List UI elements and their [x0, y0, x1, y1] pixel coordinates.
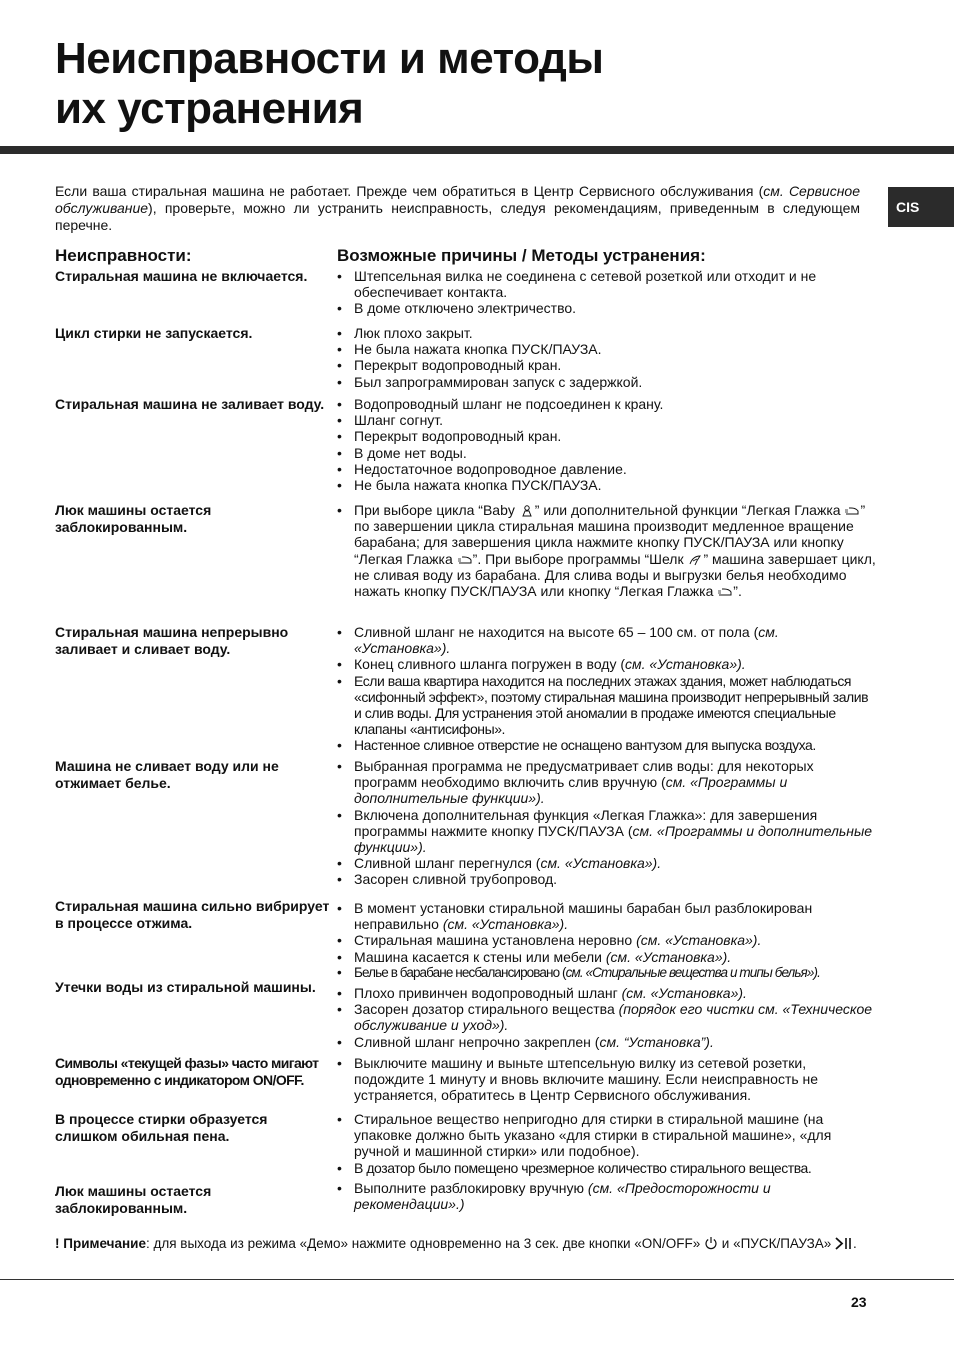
- intro-paragraph: [55, 183, 860, 234]
- cause-item: • Перекрыт водопроводный кран.: [336, 357, 876, 373]
- problem-label: Стиральная машина непрерывно заливает и сливает воду.: [55, 624, 289, 657]
- cause-item: [336, 900, 876, 932]
- cause-text: При выборе цикла “Baby: [354, 502, 519, 518]
- cause-text: ” или дополнительной функции “Легкая Глажка: [534, 502, 845, 518]
- note-text: .: [853, 1236, 857, 1251]
- note-label: Примечание: [63, 1236, 146, 1251]
- cause-item: [336, 624, 876, 656]
- cause-text: ” машина завершает цикл, не сливая воду из барабана. Для слива воды и выгрузки белья необходимо нажать кнопку ПУСК/ПАУЗА или кнопку “Легкая Глажка: [354, 550, 876, 600]
- cause-ref: см. «Программы и дополнительные функции»).: [354, 822, 873, 856]
- cause-item: • Стиральное вещество непригодно для стирки в стиральной машине (на упаковке должно быть указано «для стирки в стиральной машине», «для ручной и машинной стирки» или подобное).: [336, 1111, 876, 1160]
- cause-item: • Недостаточное водопроводное давление.: [336, 461, 876, 477]
- cause-ref: (см. «Установка»).: [636, 932, 762, 949]
- cause-item: [336, 758, 876, 807]
- cause-item: • В доме отключено электричество.: [336, 300, 876, 316]
- cause-text: Выполните разблокировку вручную: [354, 1180, 588, 1196]
- cause-list: [336, 268, 876, 317]
- problem-label: Люк машины остается заблокированным.: [55, 502, 212, 535]
- cause-text: Если ваша квартира находится на последних этажах здания, может наблюдаться «сифонный эффект», поэтому стиральная машина производит непрерывный залив и слив воды. Для устранения этой аномалии в продаже имеются специальные клапаны «антисифоны».: [354, 672, 869, 738]
- easy-iron-icon: [844, 505, 860, 517]
- play-pause-icon: [835, 1237, 853, 1250]
- cause-item: [336, 855, 876, 871]
- cause-text: Стиральная машина установлена неровно: [354, 932, 637, 949]
- intro-text-1: Если ваша стиральная машина не работает. Прежде чем обратиться в Центр Сервисного обслуживания (: [55, 183, 764, 199]
- cause-list: [336, 758, 876, 888]
- cause-item: [336, 1180, 876, 1212]
- problem-label: Цикл стирки не запускается.: [55, 325, 253, 341]
- cause-item: • Шланг согнут.: [336, 412, 876, 428]
- cause-item: • Люк плохо закрыт.: [336, 325, 876, 341]
- baby-icon: [519, 505, 535, 517]
- cause-list: [336, 1111, 876, 1176]
- cause-ref: см. «Программы и дополнительные функции»).: [354, 774, 788, 807]
- cause-ref: см. “Установка”).: [599, 1033, 714, 1050]
- cause-item: • Перекрыт водопроводный кран.: [336, 428, 876, 444]
- problem-label: В процессе стирки образуется слишком обильная пена.: [55, 1111, 268, 1144]
- page-title-line1: Неисправности и методы: [55, 34, 604, 83]
- cause-ref: (см. «Установка»).: [621, 985, 747, 1001]
- cause-list: [336, 900, 876, 981]
- problem-label: Утечки воды из стиральной машины.: [55, 979, 316, 995]
- cause-item: [336, 737, 876, 753]
- page-number: 23: [851, 1294, 867, 1310]
- cause-list: [336, 1180, 876, 1212]
- cause-ref: (порядок его чистки см. «Техническое обслуживание и уход»).: [354, 1001, 873, 1034]
- cause-text: ”.: [733, 583, 742, 600]
- cause-list: [336, 502, 876, 599]
- cause-text: Включена дополнительная функция «Легкая Глажка»: для завершения программы нажмите кнопку ПУСК/ПАУЗА (: [354, 806, 818, 839]
- easy-iron-icon: [717, 586, 733, 598]
- cause-text: Засорен дозатор стирального вещества: [354, 1001, 619, 1018]
- cause-text: В момент установки стиральной машины барабан был разблокирован неправильно: [354, 900, 813, 933]
- cause-text: Плохо привинчен водопроводный шланг: [354, 985, 622, 1001]
- cause-list: [336, 624, 876, 754]
- cause-list: [336, 985, 876, 1050]
- cause-ref: (см. «Предосторожности и рекомендации».): [354, 1180, 771, 1213]
- cause-list: [336, 325, 876, 390]
- cause-item: • Не была нажата кнопка ПУСК/ПАУЗА.: [336, 341, 876, 357]
- cause-item: [336, 502, 876, 599]
- cause-item: • Был запрограммирован запуск с задержкой.: [336, 374, 876, 390]
- cause-text: ” по завершении цикла стиральная машина производит медленное вращение барабана; для завершения цикла нажмите кнопку ПУСК/ПАУЗА или кнопку “Легкая Глажка: [354, 502, 866, 567]
- cause-item: [336, 949, 876, 965]
- problem-label: Стиральная машина сильно вибрирует в процессе отжима.: [55, 898, 330, 931]
- cause-text: Засорен сливной трубопровод.: [354, 871, 558, 888]
- cause-item: • В дозатор было помещено чрезмерное количество стирального вещества.: [336, 1160, 876, 1176]
- cause-item: [336, 1001, 876, 1033]
- footer-rule: [0, 1279, 954, 1280]
- cause-list: [336, 1055, 876, 1104]
- cause-text: Конец сливного шланга погружен в воду (: [354, 656, 626, 673]
- cause-item: [336, 1034, 876, 1050]
- cause-text: ”. При выборе программы “Шелк: [472, 550, 688, 567]
- causes-header: Возможные причины / Методы устранения:: [337, 246, 706, 265]
- language-tab: CIS: [888, 187, 954, 227]
- cause-text: Белье в барабане несбалансировано (: [354, 964, 566, 980]
- cause-item: • Не была нажата кнопка ПУСК/ПАУЗА.: [336, 477, 876, 493]
- problem-label: Стиральная машина не заливает воду.: [55, 396, 325, 412]
- cause-ref: см. «Установка»).: [540, 855, 662, 872]
- cause-list: [336, 396, 876, 493]
- problem-label: Люк машины остается заблокированным.: [55, 1183, 212, 1216]
- problem-label: Символы «текущей фазы» часто мигают одновременно с индикатором ON/OFF.: [55, 1055, 319, 1088]
- cause-item: [336, 871, 876, 887]
- cause-item: [336, 932, 876, 948]
- silk-icon: [687, 554, 703, 566]
- cause-text: Настенное сливное отверстие не оснащено вантузом для выпуска воздуха.: [354, 737, 816, 754]
- cause-item: [336, 673, 876, 738]
- cause-item: [336, 985, 876, 1001]
- cause-item: • Выключите машину и выньте штепсельную вилку из сетевой розетки, подождите 1 минуту и вновь включите машину. Если неисправность не устраняется, обратитесь в Центр Сервисного обслуживания.: [336, 1055, 876, 1104]
- cause-item: [336, 965, 876, 981]
- problem-label: Стиральная машина не включается.: [55, 268, 308, 284]
- page-title: [55, 34, 603, 134]
- intro-ref: см. Сервисное обслуживание: [55, 183, 860, 216]
- page-title-line2: их устранения: [55, 84, 364, 133]
- cause-ref: см. «Установка»).: [625, 656, 746, 673]
- intro-text-2: ), проверьте, можно ли устранить неисправность, следуя рекомендациям, приведенным в следующем перечне.: [55, 200, 860, 233]
- cause-text: Машина касается к стены или мебели: [354, 948, 606, 965]
- header-rule: [0, 146, 954, 154]
- note-text: : для выхода из режима «Демо» нажмите одновременно на 3 сек. две кнопки «ON/OFF»: [145, 1236, 705, 1251]
- cause-text: Сливной шланг непрочно закреплен (: [354, 1033, 600, 1050]
- cause-ref: см. «Установка»).: [354, 624, 779, 657]
- cause-ref: см. «Стиральные вещества и типы белья»).: [565, 964, 820, 980]
- cause-ref: (см. «Установка»).: [442, 916, 569, 933]
- easy-iron-icon: [457, 554, 473, 566]
- power-icon: [704, 1236, 718, 1250]
- cause-text: Сливной шланг не находится на высоте 65 – 100 см. от пола (: [354, 624, 759, 640]
- note-mark: !: [55, 1236, 60, 1251]
- problems-header: Неисправности:: [55, 246, 192, 265]
- cause-item: • Водопроводный шланг не подсоединен к крану.: [336, 396, 876, 412]
- cause-item: [336, 656, 876, 672]
- cause-ref: (см. «Установка»).: [605, 948, 732, 965]
- cause-item: • Штепсельная вилка не соединена с сетевой розеткой или отходит и не обеспечивает контакта.: [336, 268, 876, 300]
- problem-label: Машина не сливает воду или не отжимает белье.: [55, 758, 279, 791]
- cause-text: Сливной шланг перегнулся (: [354, 855, 541, 872]
- note-text: и «ПУСК/ПАУЗА»: [718, 1236, 836, 1251]
- cause-item: • В доме нет воды.: [336, 445, 876, 461]
- footnote: [55, 1236, 865, 1253]
- cause-item: [336, 807, 876, 856]
- cause-text: Выбранная программа не предусматривает слив воды: для некоторых программ необходимо включить слив вручную (: [354, 758, 814, 791]
